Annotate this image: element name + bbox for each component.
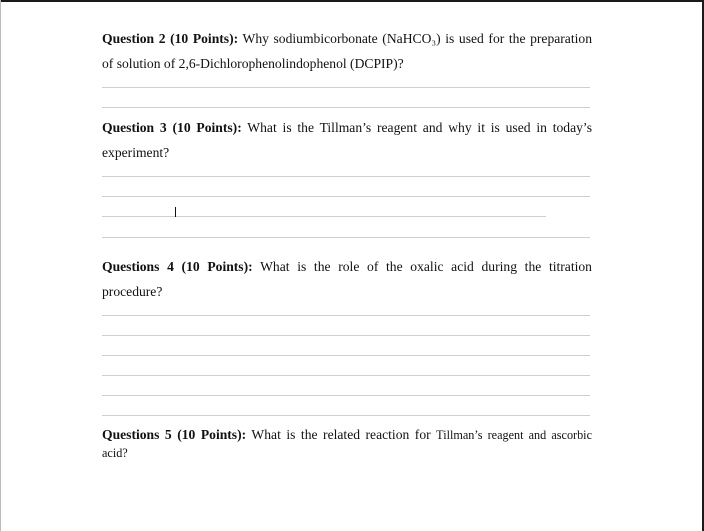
question-5-text: What is the related reaction for xyxy=(246,427,437,442)
window-left-border xyxy=(0,0,1,531)
question-2 xyxy=(102,26,592,76)
question-5-text-small: Tillman’s reagent and ascorbic acid? xyxy=(102,428,592,460)
answer-line[interactable] xyxy=(102,355,590,356)
text-cursor xyxy=(175,207,176,217)
answer-line[interactable] xyxy=(102,335,590,336)
answer-line[interactable] xyxy=(102,216,546,217)
question-3-title: Question 3 (10 Points): xyxy=(102,120,242,135)
answer-line[interactable] xyxy=(102,395,590,396)
answer-line[interactable] xyxy=(102,176,590,177)
question-5-title: Questions 5 (10 Points): xyxy=(102,427,247,442)
question-2-title: Question 2 (10 Points): xyxy=(102,31,239,46)
answer-line[interactable] xyxy=(102,107,590,108)
answer-line[interactable] xyxy=(102,237,590,238)
answer-line[interactable] xyxy=(102,87,590,88)
answer-line[interactable] xyxy=(102,196,590,197)
question-4-text: What is the role of the oxalic acid during the titration procedure? xyxy=(102,259,592,299)
question-4-title: Questions 4 (10 Points): xyxy=(102,259,253,274)
window-top-border xyxy=(0,0,704,2)
question-3-text: What is the Tillman’s reagent and why it is used in today’s experiment? xyxy=(102,120,592,160)
question-2-text: Why sodiumbicorbonate (NaHCO₃) is used for the preparation of solution of 2,6-Dichlorophenolindophenol (DCPIP)? xyxy=(102,31,592,71)
answer-line[interactable] xyxy=(102,375,590,376)
answer-line[interactable] xyxy=(102,415,590,416)
question-4 xyxy=(102,254,592,304)
question-3 xyxy=(102,115,592,165)
answer-line[interactable] xyxy=(102,315,590,316)
question-5 xyxy=(102,426,592,462)
